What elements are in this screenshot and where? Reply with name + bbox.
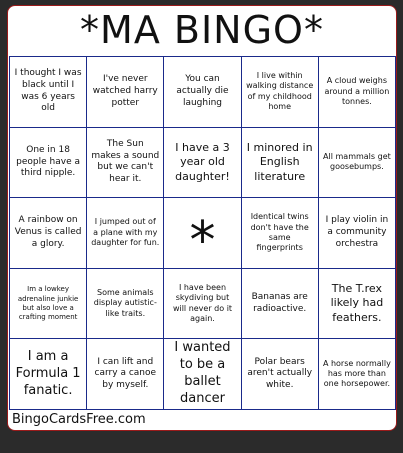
bingo-cell-text: A cloud weighs around a million tonnes. — [324, 76, 390, 106]
free-space-symbol: * — [189, 211, 216, 269]
title-bar — [8, 6, 396, 54]
bingo-cell[interactable] — [319, 57, 396, 128]
bingo-cell[interactable] — [164, 57, 241, 128]
bingo-cell-text: The T.rex likely had feathers. — [330, 282, 384, 324]
free-space-cell[interactable] — [164, 198, 241, 269]
bingo-cell[interactable] — [242, 339, 319, 410]
bingo-cell[interactable] — [164, 339, 241, 410]
bingo-card — [7, 5, 397, 431]
bingo-grid — [9, 56, 396, 410]
bingo-cell-text: Polar bears aren't actually white. — [247, 356, 313, 391]
bingo-cell-text: The Sun makes a sound but we can't hear it. — [91, 139, 160, 185]
bingo-cell[interactable] — [319, 198, 396, 269]
bingo-cell-text: All mammals get goosebumps. — [323, 152, 391, 172]
bingo-cell-text: A horse normally has more than one horsepower. — [322, 358, 391, 389]
bingo-cell[interactable] — [242, 57, 319, 128]
bingo-cell[interactable] — [10, 57, 87, 128]
bingo-cell-text: I wanted to be a ballet dancer — [174, 340, 231, 407]
bingo-cell-text: I can lift and carry a canoe by myself. — [94, 356, 157, 391]
bingo-cell-text: I have a 3 year old daughter! — [175, 140, 230, 183]
bingo-cell-text: I jumped out of a plane with my daughter for fun. — [91, 217, 160, 248]
bingo-cell[interactable] — [319, 128, 396, 199]
bingo-cell[interactable] — [10, 128, 87, 199]
bingo-cell[interactable] — [319, 269, 396, 340]
bingo-cell-text: I have been skydiving but will never do it again. — [172, 282, 233, 323]
bingo-cell-text: I've never watched harry potter — [92, 74, 158, 108]
bingo-cell[interactable] — [242, 269, 319, 340]
bingo-cell[interactable] — [242, 128, 319, 199]
bingo-cell[interactable] — [87, 128, 164, 199]
bingo-cell-text: One in 18 people have a third nipple. — [16, 144, 80, 179]
bingo-cell[interactable] — [10, 269, 87, 340]
bingo-cell-text: Some animals display autistic-like traits. — [93, 288, 157, 318]
bingo-cell-text: A rainbow on Venus is called a glory. — [14, 215, 82, 249]
bingo-cell[interactable] — [87, 57, 164, 128]
bingo-cell-text: Identical twins don't have the same fingerprints — [250, 212, 309, 253]
bingo-cell[interactable] — [87, 198, 164, 269]
bingo-cell-text: Bananas are radioactive. — [251, 291, 308, 314]
bingo-cell[interactable] — [87, 269, 164, 340]
bingo-cell[interactable] — [319, 339, 396, 410]
bingo-cell[interactable] — [164, 269, 241, 340]
bingo-cell[interactable] — [10, 339, 87, 410]
bingo-cell-text: I minored in English literature — [246, 140, 313, 183]
bingo-cell[interactable] — [87, 339, 164, 410]
bingo-cell[interactable] — [242, 198, 319, 269]
bingo-cell[interactable] — [10, 198, 87, 269]
card-title: *MA BINGO* — [80, 8, 324, 52]
bingo-cell-text: Im a lowkey adrenaline junkie but also love a crafting moment — [17, 285, 79, 321]
footer-site-name: BingoCardsFree.com — [12, 412, 146, 427]
bingo-cell-text: I play violin in a community orchestra — [325, 215, 389, 249]
bingo-cell-text: I thought I was black until I was 6 years old — [14, 68, 82, 114]
bingo-cell-text: I am a Formula 1 fanatic. — [15, 348, 81, 398]
bingo-cell-text: You can actually die laughing — [176, 74, 229, 108]
bingo-cell-text: I live within walking distance of my childhood home — [246, 71, 314, 112]
bingo-cell[interactable] — [164, 128, 241, 199]
